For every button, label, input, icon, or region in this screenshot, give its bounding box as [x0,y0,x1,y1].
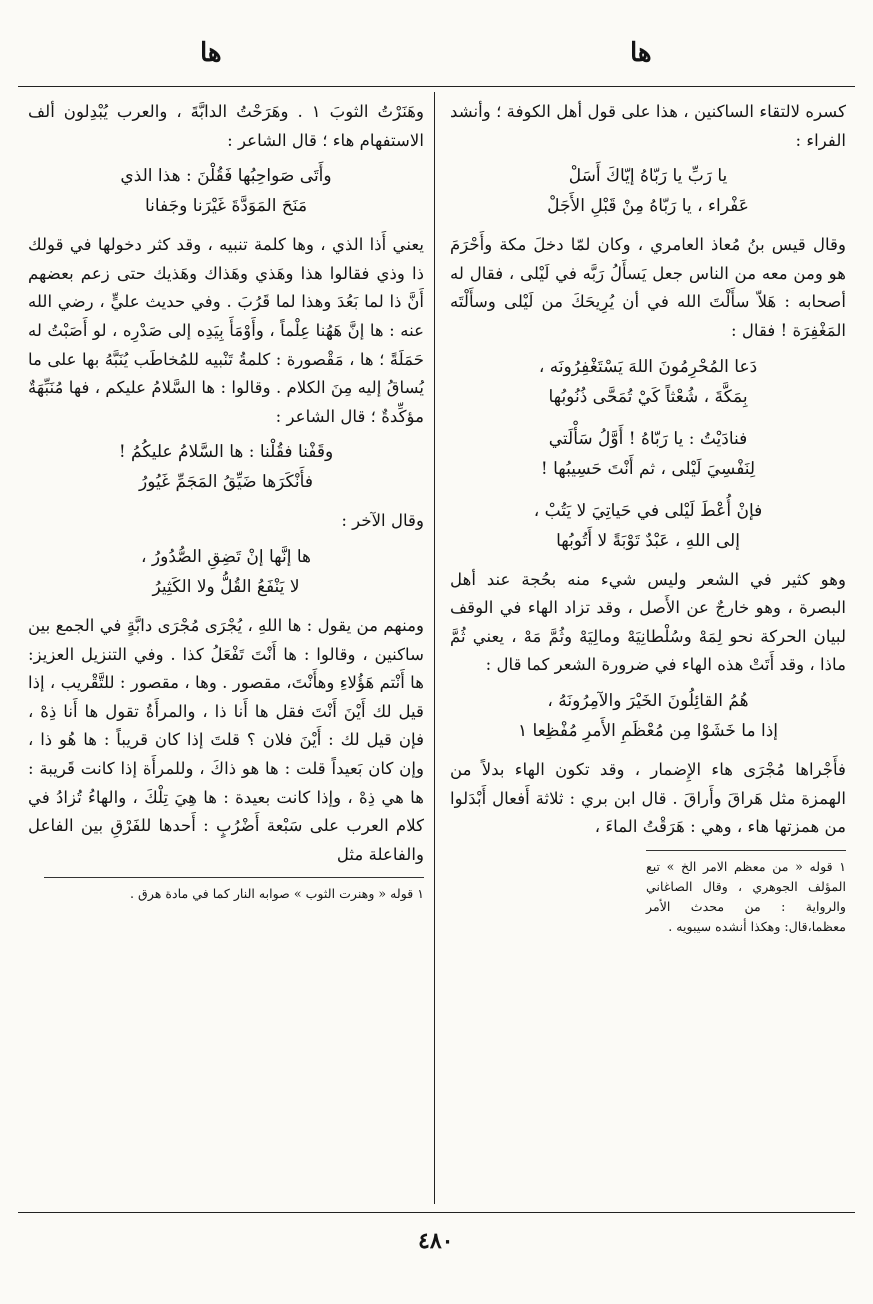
hemistich: يا رَبِّ يا رَبّاهُ إيّاكَ أَسَلْ [568,166,728,187]
verse-line [450,161,846,191]
verse-line [28,161,424,191]
verse-block [450,686,846,746]
verse-line [28,437,424,467]
footnote: ١ قوله « وهنرت الثوب » صوابه النار كما في مادة هرق . [44,877,424,904]
verse-line [450,424,846,454]
hemistich: إذا ما خَشَوْا مِن مُعْظَمِ الأَمرِ مُفْظِعا ١ [518,720,778,741]
verse-line [450,716,846,746]
hemistich: فنادَيْتُ : يا رَبّاهُ ! أَوَّلُ سَأْلَتي [548,428,748,449]
right-column [450,98,846,937]
column-divider [434,92,435,1204]
footnote: ١ قوله « من معظم الامر الخ » تبع المؤلف الجوهري ، وقال الصاغاني والرواية : من محدث الأمر معظما،قال: وهكذا أنشده سيبويه . [646,850,846,937]
verse-block [28,437,424,497]
hemistich: دَعا المُحْرِمُونَ اللهَ يَسْتَغْفِرُونَه ، [538,356,758,377]
paragraph: ومنهم من يقول : ها اللهِ ، يُجْرَى مُجْرَى دابَّةٍ في الجمع بين ساكنين ، وقالوا : ها أَنْتَ تَفْعَلُ كذا . وفي التنزيل العزيز: ها أَنْتم هَؤُلاءِ وهأَنْتَ، مقصور . وها ، مقصور : للتَّقْريب ، إذا قيل لك أَيْنَ أَنْتَ فقل ها أَنا ذا ، والمرأَةُ تقول ها أَنا ذِهْ ، فإن قيل لك : أَيْنَ فلان ؟ قلتَ إذا كان قريباً : ها هُو ذا ، وإن كان بَعيداً قلت : ها هو ذاكَ ، وللمرأَة إذا كانت قَريبة : ها هي ذِهْ ، وإذا كانت بعيدة : ها هِيَ تِلْكَ ، والهاءُ تُزادُ في كلام العرب على سَبْعة أَضْرُبٍ : أَحدها للفَرْقِ بين الفاعل والفاعلة مثل [28,615,424,864]
hemistich: فإنْ أُعْطَ لَيْلى في حَياتِيَ لا يَتُبْ ، [533,500,763,521]
verse-block [28,161,424,221]
verse-line [28,191,424,221]
running-header-right: ها [630,38,652,68]
hemistich: لا يَنْفَعُ القُلُّ ولا الكَثِيرُ [152,576,300,597]
running-header-left: ها [200,38,222,68]
verse-line [450,352,846,382]
hemistich: بِمَكَّةَ ، شُعْثاً كَيْ تُمَحَّى ذُنُوبُها [548,386,748,407]
hemistich: مَنَحَ المَوَدَّةَ غَيْرَنا وجَفانا [144,196,308,217]
hemistich: فأَنْكَرَها ضَيِّقُ المَجَمِّ غَيُورُ [139,472,313,493]
verse-line [28,572,424,602]
verse-line [28,467,424,497]
hemistich: وقَفْنا فقُلْنا : ها السَّلامُ عليكُمُ ! [118,442,334,463]
bottom-rule [18,1212,855,1213]
hemistich: ها إنَّها إنْ تَضِقِ الصُّدُورُ ، [141,546,311,567]
verse-line [450,526,846,556]
left-column [28,98,424,904]
paragraph: كسره لالتقاء الساكنين ، هذا على قول أهل الكوفة ؛ وأنشد الفراء : [450,102,846,150]
verse-block [450,161,846,221]
top-rule [18,86,855,87]
paragraph: يعني أَذا الذي ، وها كلمة تنبيه ، وقد كثر دخولها في قولك ذا وذي فقالوا هذا وهَذي وهَذاك وهَذيك حتى زعم بعضهم أَنَّ ذا لما بَعُدَ وهذا لما قَرُبَ . وفي حديث عليٍّ ، رضي الله عنه : ها إنَّ هَهُنا عِلْماً ، وأَوْمَأَ بِيَدِه إلى صَدْرِه ، لو أَصَبْتُ له حَمَلَةً ؛ ها ، مَقْصورة : كلمةُ تَنْبيه للمُخاطَب يُنَبَّهُ بها على ما يُساقُ إليه مِنَ الكلام . وقالوا : ها السَّلامُ عليكم ، فها مُنَبِّهَةٌ مؤكِّدةٌ ؛ قال الشاعر : [28,235,424,426]
paragraph: فأَجْراها مُجْرَى هاء الإِضمار ، وقد تكون الهاء بدلاً من الهمزة مثل هَراقَ وأَراقَ . قال ابن بري : ثلاثة أَفعال أَبْدَلوا من همزتها هاء ، وهي : هَرَقْتُ الماءَ ، [450,759,846,837]
hemistich: وأَتَى صَواحِبُها فَقُلْنَ : هذا الذي [120,166,332,187]
paragraph: وهَنَرْتُ الثوبَ ١ . وهَرَحْتُ الدابَّةَ ، والعرب يُبْدِلون ألف الاستفهام هاء ؛ قال الشاعر : [28,102,424,150]
verse-line [450,191,846,221]
verse-block [28,542,424,602]
verse-line [28,542,424,572]
verse-line [450,686,846,716]
hemistich: عَفْراء ، يا رَبّاهُ مِنْ قَبْلِ الأَجَلْ [547,196,749,217]
paragraph: وقال قيس بنُ مُعاذ العامري ، وكان لمّا دخلَ مكة وأَحْرَمَ هو ومن معه من الناس جعل يَسأَلُ رَبَّه في لَيْلى ، فقال له أصحابه : هَلاّ سأَلْتَ الله في أن يُرِيحَكَ من لَيْلى وسأَلْتَه المَغْفِرَة ! فقال : [450,235,846,340]
hemistich: هُمُ القائِلُونَ الخَيْرَ والآمِرُونَهُ ، [547,690,749,711]
verse-block [450,352,846,556]
hemistich: لِنَفْسِيَ لَيْلى ، ثم أَنْتَ حَسِيبُها ! [540,458,756,479]
hemistich: إلى اللهِ ، عَبْدٌ تَوْبَةً لا أَتُوبُها [556,530,740,551]
verse-line [450,382,846,412]
paragraph: وقال الآخر : [341,511,424,531]
verse-line [450,496,846,526]
verse-line [450,454,846,484]
page-number: ٤٨٠ [418,1228,454,1254]
paragraph: وهو كثير في الشعر وليس شيء منه بحُجة عند أهل البصرة ، وهو خارجٌ عن الأَصل ، وقد تزاد الهاء في الوقف لبيان الحركة نحو لِمَهْ وسُلْطانِيَهْ ومالِيَهْ وثُمَّ مَهْ ، يعني ثُمَّ ماذا ، وقد أَتَتْ هذه الهاء في ضرورة الشعر كما قال : [450,569,846,675]
